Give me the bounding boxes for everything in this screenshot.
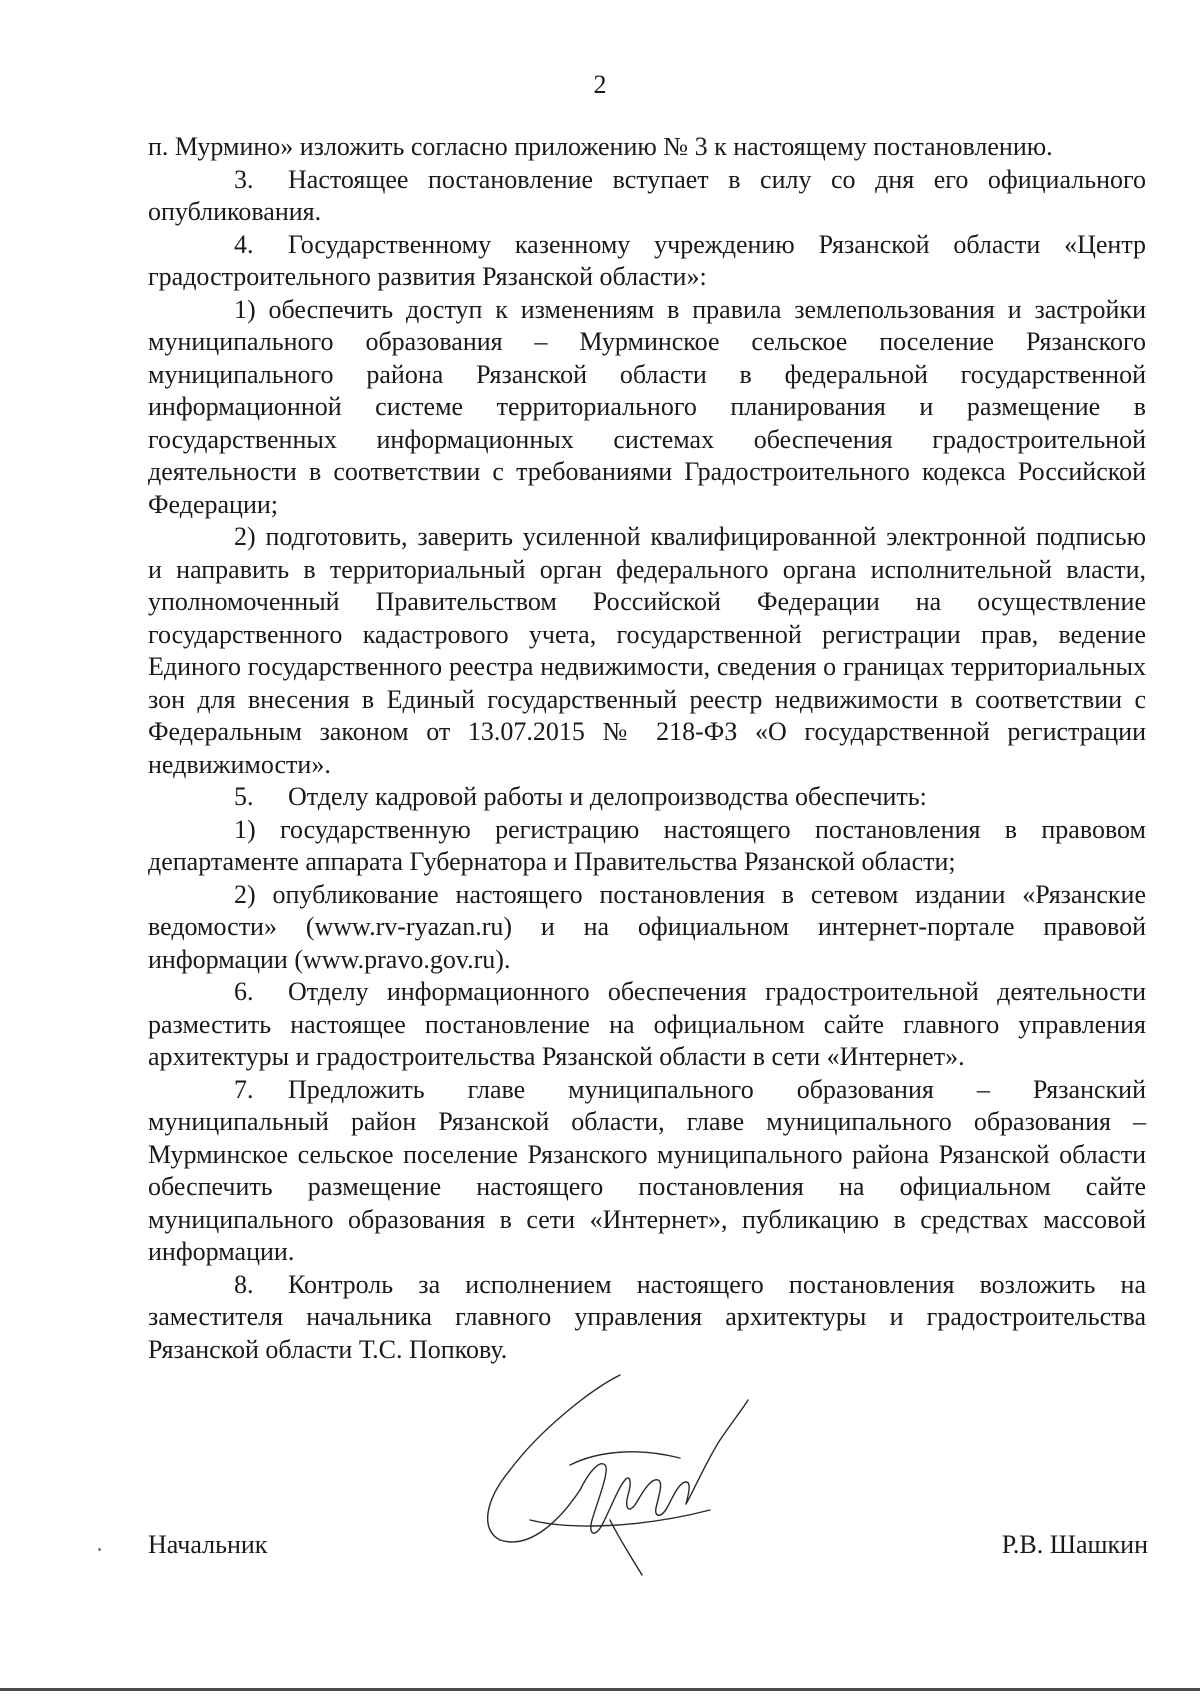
item-number: 6. [234, 977, 254, 1006]
subitem-5-1 [148, 814, 1146, 879]
paragraph-item-7 [148, 1074, 1146, 1269]
paragraph-text: п. Мурмино» изложить согласно приложению № 3 к настоящему постановлению. [148, 132, 1053, 161]
paragraph-text: Отделу кадровой работы и делопроизводства обеспечить: [288, 782, 927, 811]
paragraph-text: Государственному казенному учреждению Рязанской области «Центр градостроительного развития Рязанской области»: [148, 229, 1146, 291]
paragraph-item-8 [148, 1269, 1146, 1367]
signatory-title: Начальник [148, 1530, 268, 1559]
paragraph-item-4 [148, 229, 1146, 294]
subitem-5-2 [148, 879, 1146, 977]
signatory-name: Р.В. Шашкин [1001, 1530, 1148, 1559]
scan-speck [98, 1548, 101, 1551]
page-bottom-edge [0, 1688, 1200, 1691]
paragraph-text: Настоящее постановление вступает в силу со дня его официального опубликования. [148, 164, 1146, 226]
subitem-4-1 [148, 294, 1146, 522]
document-body [148, 131, 1146, 1366]
handwritten-signature [470, 1370, 770, 1580]
item-number: 8. [234, 1269, 254, 1299]
subitem-4-2 [148, 521, 1146, 781]
paragraph-text: 2) опубликование настоящего постановления в сетевом издании «Рязанские ведомости» (www.rv-ryazan.ru) и на официальном интернет-портале правовой информации (www.pravo.gov.ru). [148, 879, 1146, 974]
paragraph-item-6 [148, 976, 1146, 1074]
paragraph-item-5 [148, 781, 1146, 814]
item-number: 5. [234, 782, 254, 811]
paragraph-text: Отделу информационного обеспечения градостроительной деятельности разместить настоящее постановление на официальном сайте главного управления архитектуры и градостроительства Рязанской области в сети «Интернет». [148, 977, 1146, 1071]
paragraph-item-3 [148, 164, 1146, 229]
paragraph-text: 1) государственную регистрацию настоящего постановления в правовом департаменте аппарата Губернатора и Правительства Рязанской области; [148, 814, 1146, 876]
item-number: 4. [234, 229, 254, 259]
paragraph-text: 2) подготовить, заверить усиленной квалифицированной электронной подписью и направить в территориальный орган федерального органа исполнительной власти, уполномоченный Правительством Российской Федерации на осуществление государственного кадастрового учета, государственной регистрации прав, ведение Единого государственного реестра недвижимости, сведения о границах территориальных зон для внесения в Единый государственный реестр недвижимости в соответствии с Федеральным законом от 13.07.2015 № 218-ФЗ «О государственной регистрации недвижимости». [148, 522, 1146, 779]
item-number: 3. [234, 164, 254, 194]
paragraph-continuation [148, 131, 1146, 164]
page-number: 2 [593, 70, 607, 99]
paragraph-text: Контроль за исполнением настоящего постановления возложить на заместителя начальника главного управления архитектуры и градостроительства Рязанской области Т.С. Попкову. [148, 1269, 1146, 1364]
paragraph-text: Предложить главе муниципального образования – Рязанский муниципальный район Рязанской области, главе муниципального образования – Мурминское сельское поселение Рязанского муниципального района Рязанской области обеспечить размещение настоящего постановления на официальном сайте муниципального образования в сети «Интернет», публикацию в средствах массовой информации. [148, 1074, 1146, 1266]
item-number: 7. [234, 1074, 254, 1104]
paragraph-text: 1) обеспечить доступ к изменениям в правила землепользования и застройки муниципального образования – Мурминское сельское поселение Рязанского муниципального района Рязанской области в федеральной государственной информационной системе территориального планирования и размещение в государственных информационных системах обеспечения градостроительной деятельности в соответствии с требованиями Градостроительного кодекса Российской Федерации; [148, 294, 1146, 519]
